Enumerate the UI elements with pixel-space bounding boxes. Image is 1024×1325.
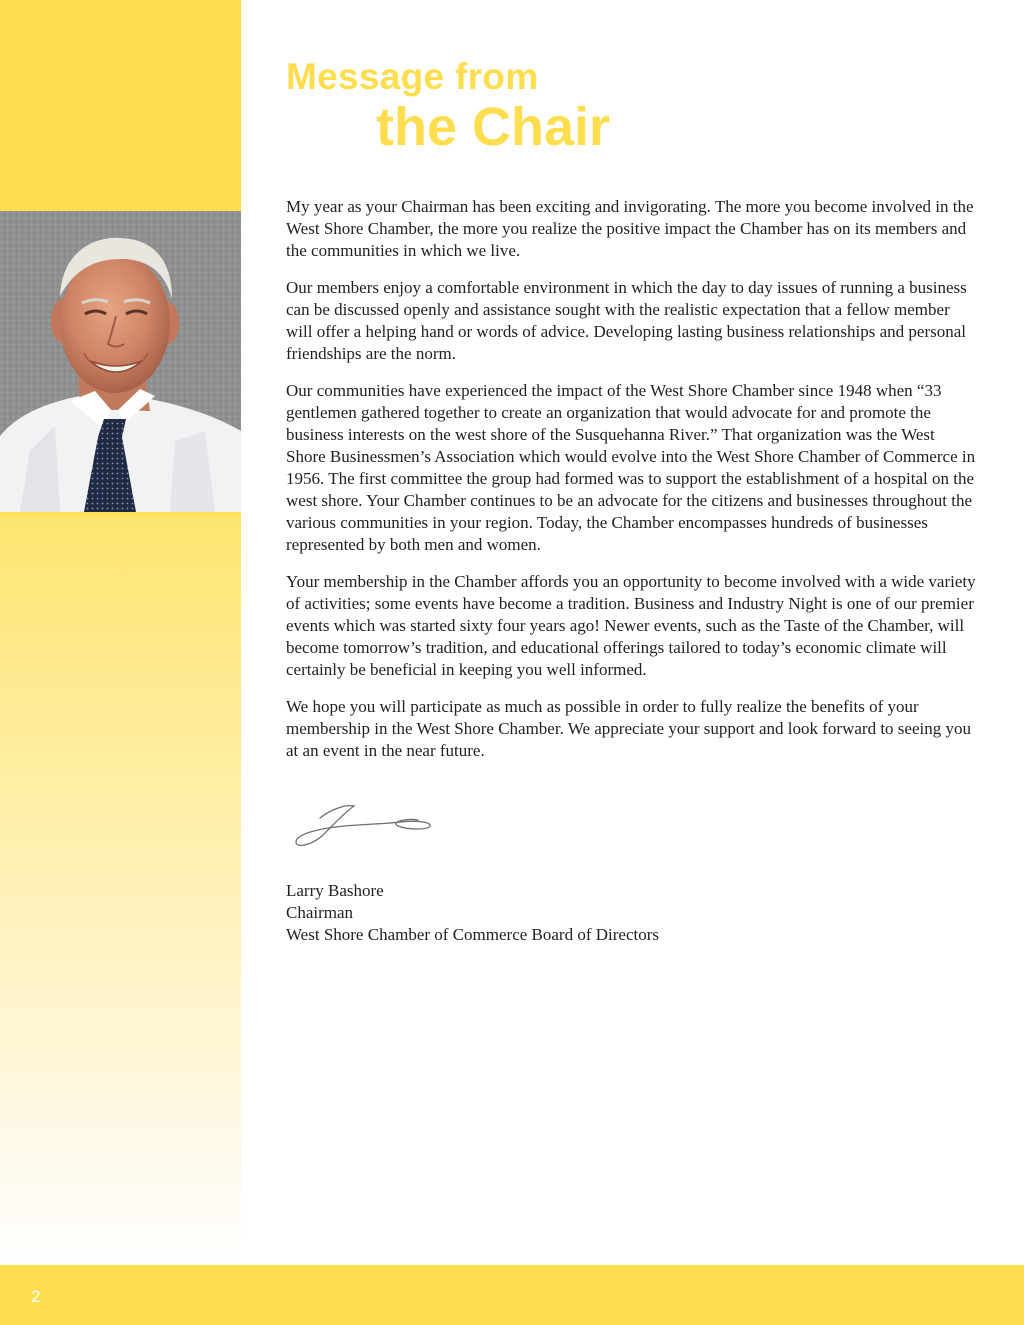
- handwritten-signature: [290, 800, 440, 852]
- signer-organization: West Shore Chamber of Commerce Board of Directors: [286, 925, 659, 944]
- letter-paragraph: Our communities have experienced the impact of the West Shore Chamber since 1948 when “33 gentlemen gathered together to create an organization that would advocate for and promote the business interests on the west shore of the Susquehanna River.” That organization was the West Shore Businessmen’s Association which would evolve into the West Shore Chamber of Commerce in 1956. The first committee the group had formed was to support the establishment of a hospital on the west shore. Your Chamber continues to be an advocate for the citizens and businesses throughout the various communities in your region. Today, the Chamber encompasses hundreds of businesses represented by both men and women.: [286, 381, 976, 554]
- signoff-block: [286, 880, 659, 946]
- footer-bar: [0, 1265, 1024, 1325]
- letter-paragraph: Your membership in the Chamber affords you an opportunity to become involved with a wide variety of activities; some events have become a tradition. Business and Industry Night is one of our premier events which was started sixty four years ago! Newer events, such as the Taste of the Chamber, will become tomorrow’s tradition, and educational offerings tailored to today’s economic climate will certainly be beneficial in keeping you well informed.: [286, 572, 976, 679]
- letter-paragraph: Our members enjoy a comfortable environment in which the day to day issues of running a business can be discussed openly and assistance sought with the realistic expectation that a fellow member will offer a helping hand or words of advice. Developing lasting business relationships and personal friendships are the norm.: [286, 278, 967, 363]
- chairman-portrait-photo: [0, 211, 241, 512]
- page-title-line-2: the Chair: [376, 97, 611, 157]
- letter-paragraph: We hope you will participate as much as possible in order to fully realize the benefits of your membership in the West Shore Chamber. We appreciate your support and look forward to seeing you at an event in the near future.: [286, 697, 971, 760]
- signer-role: Chairman: [286, 903, 354, 922]
- sidebar-color-band: [0, 0, 241, 1265]
- letter-paragraph: My year as your Chairman has been exciting and invigorating. The more you become involved in the West Shore Chamber, the more you realize the positive impact the Chamber has on its members and the communities in which we live.: [286, 197, 974, 260]
- signer-name: Larry Bashore: [286, 881, 384, 900]
- letter-body: [286, 196, 976, 777]
- page-title-line-1: Message from: [286, 56, 539, 97]
- page-number: 2: [31, 1287, 41, 1306]
